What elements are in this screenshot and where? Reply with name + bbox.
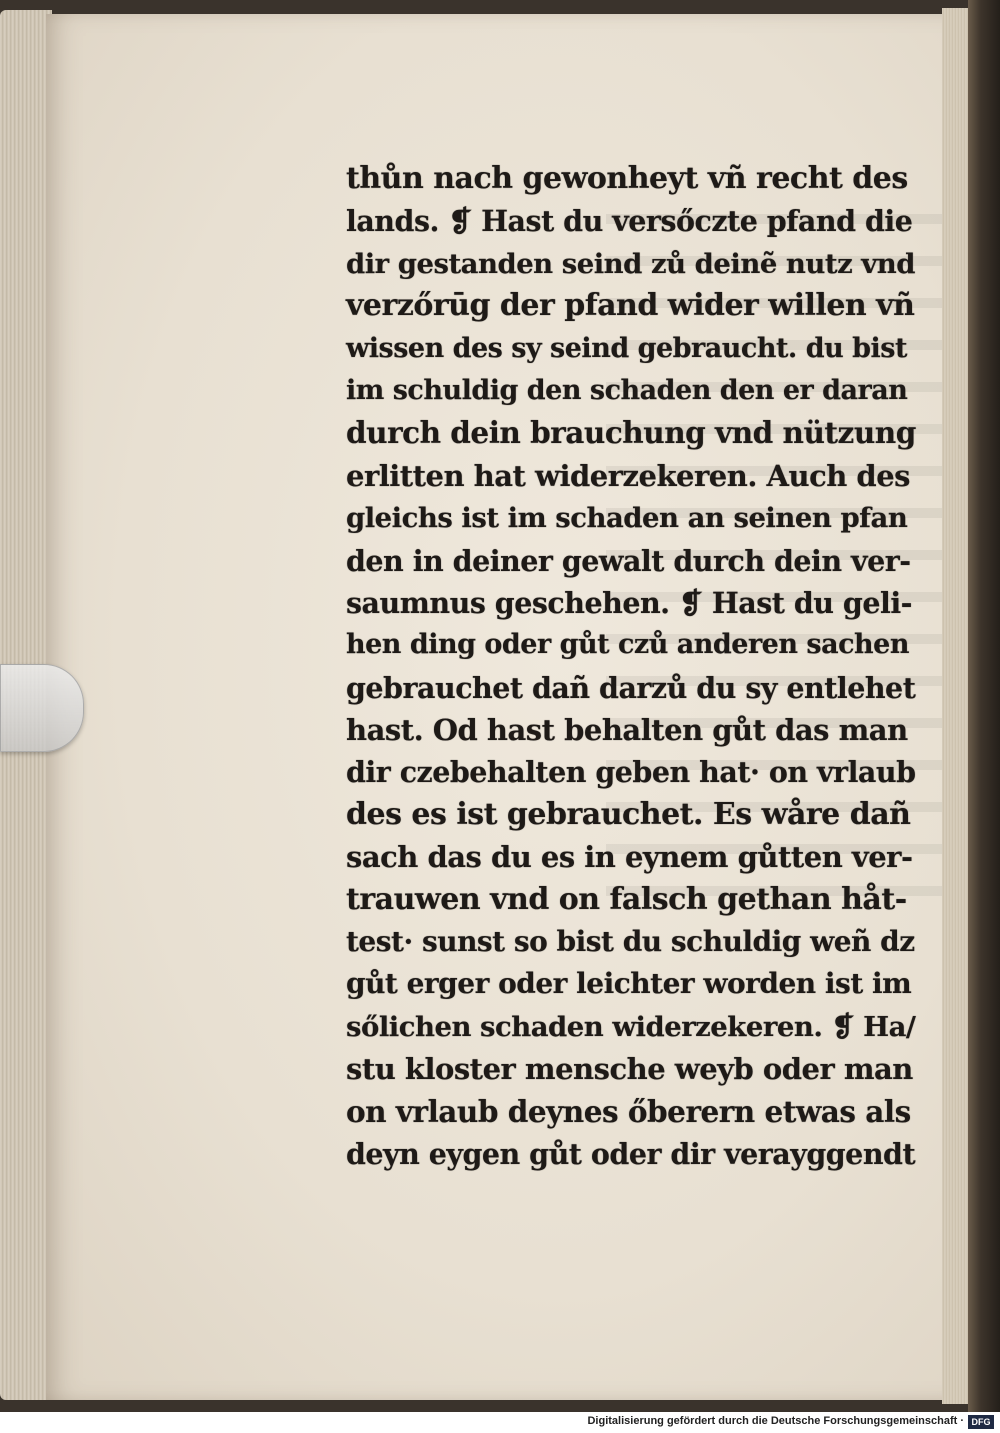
text-block [346,158,916,1175]
page-clip [0,664,84,752]
text-line: gůt erger oder leichter worden ist im [346,967,912,1001]
text-line: im schuldig den schaden den er daran [346,374,908,406]
text-line: hen ding oder gůt czů anderen sachen [346,629,909,661]
text-line: trauwen vnd on falsch gethan håt- [346,881,907,917]
text-line: durch dein brauchung vnd nützung [346,415,916,451]
text-line: hast. Od hast behalten gůt das man [346,713,908,748]
text-line: sőlichen schaden widerzekeren. ❡ Ha/ [346,1010,916,1043]
text-line: thůn nach gewonheyt vñ recht des [346,161,908,196]
text-line: deyn eygen gůt oder dir verayggendt [346,1136,916,1171]
text-line: test· sunst so bist du schuldig weñ dz [346,925,915,959]
text-line: verzőrūg der pfand wider willen vñ [346,288,915,324]
text-line: des es ist gebrauchet. Es wåre dañ [346,796,911,832]
text-line: wissen des sy seind gebraucht. du bist [346,332,907,364]
text-line: sach das du es in eynem gůtten ver- [346,840,913,875]
text-line: saumnus geschehen. ❡ Hast du geli- [346,585,912,620]
text-line: on vrlaub deynes őberern etwas als [346,1093,911,1129]
text-line: dir gestanden seind zů deinẽ nutz vnd [346,247,915,280]
text-line: stu kloster mensche weyb oder man [346,1052,913,1087]
dfg-logo: DFG [968,1415,994,1429]
text-line: dir czebehalten geben hat· on vrlaub [346,755,916,790]
funding-credit: Digitalisierung gefördert durch die Deutsche Forschungsgemeinschaft · [587,1415,964,1427]
text-line: lands. ❡ Hast du versőczte pfand die [346,204,913,239]
text-line: erlitten hat widerzekeren. Auch des [346,458,910,493]
book-cover-edge [968,0,1000,1412]
text-line: den in deiner gewalt durch dein ver- [346,543,911,578]
footer-bar [0,1412,1000,1433]
text-line: gleichs ist im schaden an seinen pfan [346,502,908,535]
page-edges-right [942,8,968,1404]
text-line: gebrauchet dañ darzů du sy entlehet [346,670,916,705]
